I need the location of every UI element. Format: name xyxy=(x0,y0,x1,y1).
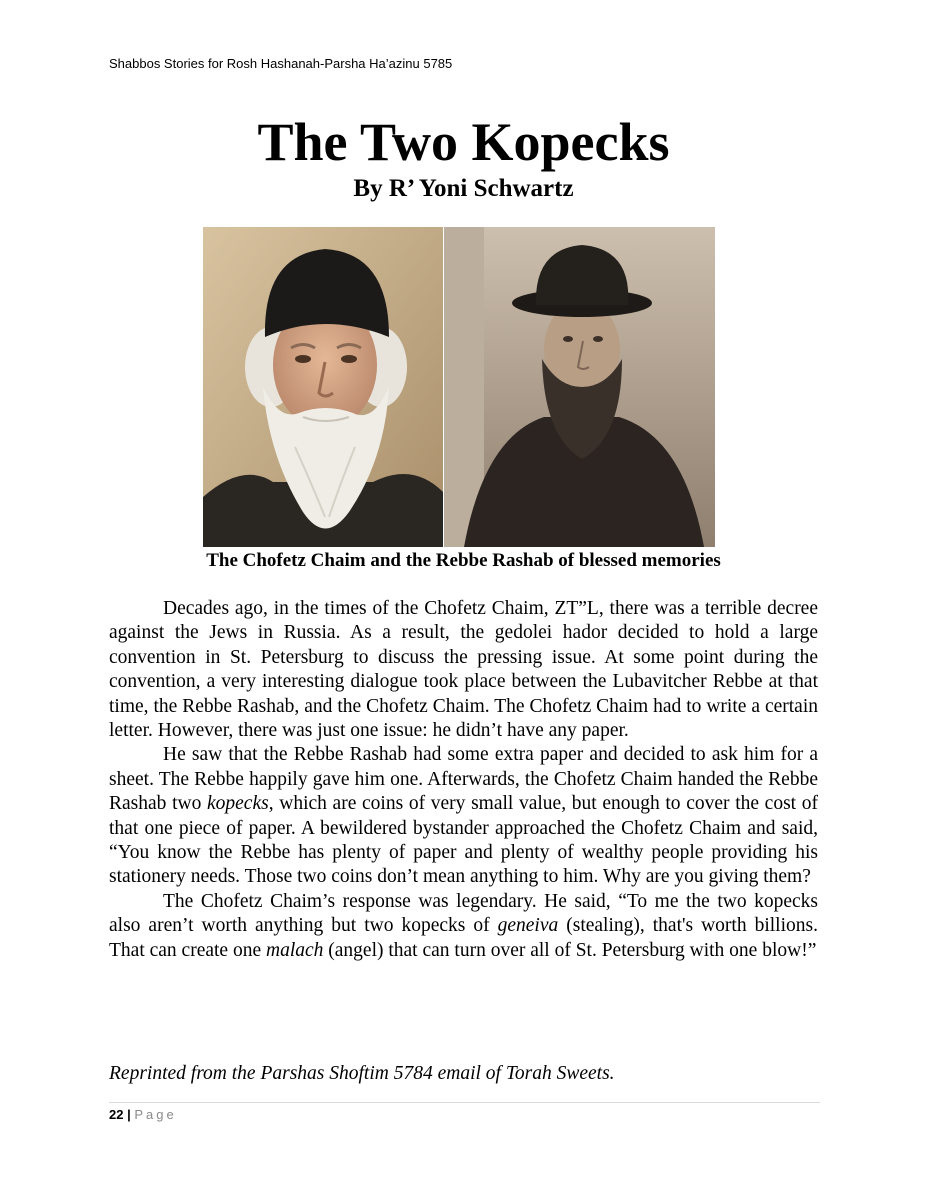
paragraph-1: Decades ago, in the times of the Chofetz Chaim, ZT”L, there was a terrible decree against the Jews in Russia. As a result, the gedolei hador decided to hold a large convention in St. Petersburg to discuss the pressing issue. At some point during the convention, a very interesting dialogue took place between the Lubavitcher Rebbe at that time, the Rebbe Rashab, and the Chofetz Chaim. The Chofetz Chaim had to write a certain letter. However, there was just one issue: he didn’t have any paper. xyxy=(109,598,818,742)
photo-caption: The Chofetz Chaim and the Rebbe Rashab of blessed memories xyxy=(206,550,721,571)
term-kopecks: kopecks xyxy=(206,793,269,815)
chofetz-chaim-photo xyxy=(203,227,443,547)
term-malach: malach xyxy=(265,939,324,961)
article-byline: By R’ Yoni Schwartz xyxy=(353,175,574,202)
footer-divider xyxy=(109,1102,820,1103)
footer-separator: | xyxy=(123,1107,135,1122)
article-body xyxy=(109,597,818,963)
paragraph-2: He saw that the Rebbe Rashab had some extra paper and decided to ask him for a sheet. The Rebbe happily gave him one. Afterwards, the Chofetz Chaim handed the Rebbe Rashab two kopecks, which are coins of very small value, but enough to cover the cost of that one piece of paper. A bewildered bystander approached the Chofetz Chaim and said, “You know the Rebbe has plenty of paper and plenty of wealthy people providing his stationery needs. Those two coins don’t mean anything to him. Why are you giving them? xyxy=(109,744,818,888)
reprint-note: Reprinted from the Parshas Shoftim 5784 email of Torah Sweets. xyxy=(109,1063,615,1084)
page-footer xyxy=(109,1107,177,1122)
page-label: Page xyxy=(134,1107,177,1122)
page-number: 22 xyxy=(109,1107,124,1122)
rebbe-rashab-photo xyxy=(444,227,715,547)
paragraph-3: The Chofetz Chaim’s response was legendary. He said, “To me the two kopecks also aren’t worth anything but two kopecks of geneiva (stealing), that's worth billions. That can create one malach (angel) that can turn over all of St. Petersburg with one blow!” xyxy=(109,890,818,961)
article-title: The Two Kopecks xyxy=(257,112,670,172)
term-geneiva: geneiva xyxy=(497,915,559,937)
running-header: Shabbos Stories for Rosh Hashanah-Parsha Ha’azinu 5785 xyxy=(109,56,453,71)
